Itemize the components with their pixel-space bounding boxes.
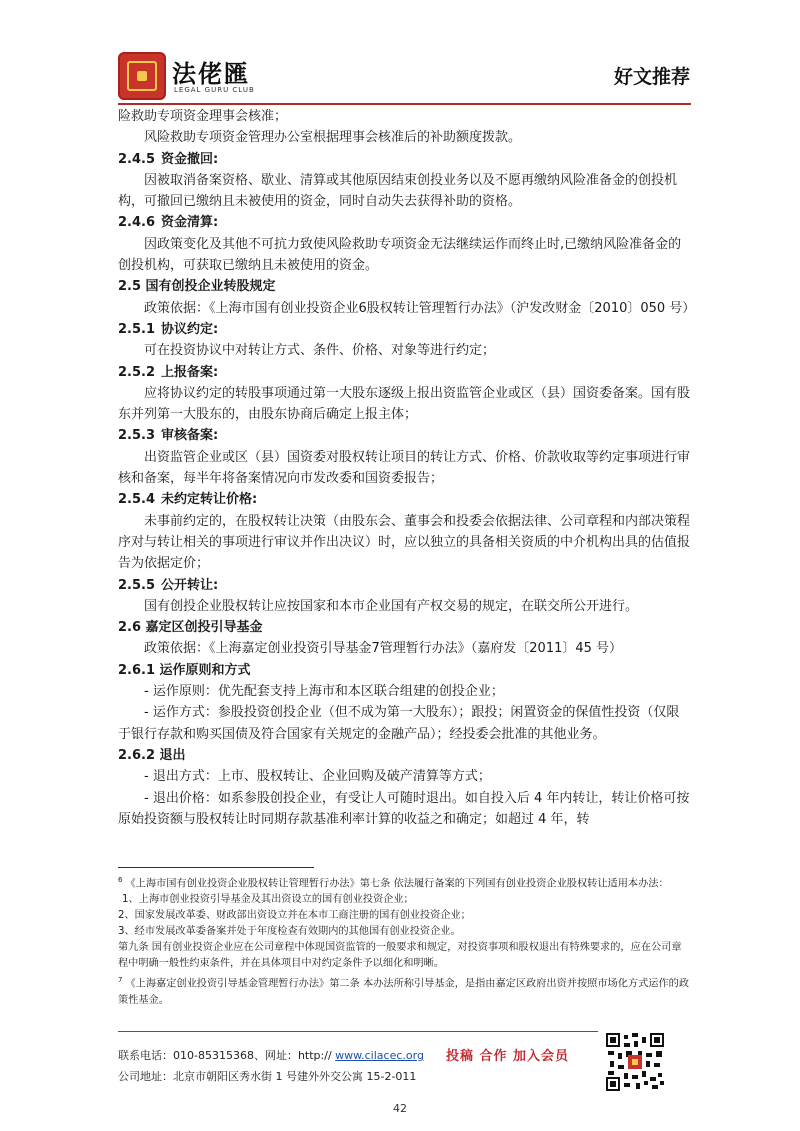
footnote-6 — [118, 872, 691, 892]
heading-number: 2.5.1 — [118, 321, 156, 337]
footnote-item: 3、经市发展改革委备案并处于年度检查有效期内的其他国有创业投资企业。 — [118, 926, 461, 938]
section-label: 好文推荐 — [613, 66, 690, 88]
heading-2-4-6 — [118, 212, 691, 233]
list-item: - 退出价格：如系参股创投企业，有受让人可随时退出。如自投入后 4 年内转让，转让价格可按原始投资额与股权转让时同期存款基准利率计算的收益之和确定；如超过 4 年，转 — [118, 790, 690, 827]
paragraph: 政策依据：《上海市国有创业投资企业6股权转让管理暂行办法》（沪发改财金〔2010〕050 号） — [144, 300, 696, 316]
list-item: - 运作方式：参股投资创投企业（但不成为第一大股东）；跟投；闲置资金的保值性投资（仅限于银行存款和购买国债及符合国家有关规定的金融产品）；经投委会批准的其他业务。 — [118, 705, 680, 742]
paragraph: 因被取消备案资格、歇业、清算或其他原因结束创投业务以及不愿再缴纳风险准备金的创投机构，可撤回已缴纳且未被使用的资金，同时自动失去获得补助的资格。 — [118, 172, 678, 210]
list-item: - 退出方式：上市、股权转让、企业回购及破产清算等方式； — [144, 769, 491, 785]
footnote-article: 第九条 国有创业投资企业应在公司章程中体现国资监管的一般要求和规定，对投资事项和股权退出有特殊要求的，应在公司章程中明确一般性约束条件，并在具体项目中对约定条件予以细化和明晰。 — [118, 942, 682, 970]
heading-2-5-3 — [118, 425, 691, 446]
logo-icon — [118, 52, 166, 100]
heading-2-5-5 — [118, 575, 691, 596]
heading-title: 资金撤回: — [161, 151, 219, 167]
logo-title: 法佬匯 — [172, 59, 250, 88]
footnote-text: 《上海嘉定创业投资引导基金管理暂行办法》第二条 本办法所称引导基金，是指由嘉定区政府出资并按照市场化方式运作的政策性基金。 — [118, 978, 690, 1006]
footer-divider — [118, 1031, 598, 1032]
heading-2-5-4 — [118, 489, 691, 510]
heading-number: 2.5.4 — [118, 492, 156, 508]
heading-title: 审核备案: — [161, 428, 219, 444]
paragraph: 风险救助专项资金管理办公室根据理事会核准后的补助额度拨款。 — [144, 130, 522, 146]
header-divider — [118, 103, 691, 105]
heading-title: 上报备案: — [161, 364, 219, 380]
document-body — [118, 106, 696, 830]
footnotes — [118, 872, 691, 1009]
heading-2-5-2 — [118, 362, 691, 383]
paragraph: 未事前约定的，在股权转让决策（由股东会、董事会和投委会依据法律、公司章程和内部决策程序对与转让相关的事项进行审议并作出决议）时，应以独立的具备相关资质的中介机构出具的估值报告为依据定价； — [118, 513, 691, 572]
heading-2-4-5 — [118, 149, 691, 170]
heading-number: 2.5.2 — [118, 364, 156, 380]
heading-number: 2.4.5 — [118, 151, 156, 167]
heading-number: 2.4.6 — [118, 215, 156, 231]
heading-2-6-1: 2.6.1 运作原则和方式 — [118, 662, 251, 678]
heading-title: 资金清算: — [161, 215, 219, 231]
heading-title: 公开转让: — [161, 577, 219, 593]
paragraph: 因政策变化及其他不可抗力致使风险救助专项资金无法继续运作而终止时,已缴纳风险准备金的创投机构，可获取已缴纳且未被使用的资金。 — [118, 236, 682, 274]
logo-seal-frame — [127, 61, 157, 91]
paragraph: 国有创投企业股权转让应按国家和本市企业国有产权交易的规定，在联交所公开进行。 — [144, 598, 639, 614]
contact-text: 联系电话：010-85315368、网址：http:// — [118, 1049, 336, 1062]
heading-number: 2.5.5 — [118, 577, 156, 593]
heading-2-5: 2.5 国有创投企业转股规定 — [118, 279, 276, 295]
footer-address: 公司地址：北京市朝阳区秀水街 1 号建外外交公寓 15-2-011 — [118, 1070, 417, 1083]
footnote-item: 1、上海市创业投资引导基金及其出资设立的国有创业投资企业； — [122, 894, 414, 906]
heading-2-6: 2.6 嘉定区创投引导基金 — [118, 620, 263, 636]
page-header — [0, 0, 800, 100]
paragraph: 险救助专项资金理事会核准； — [118, 109, 288, 124]
page-number: 42 — [393, 1102, 407, 1115]
list-item: - 运作原则：优先配套支持上海市和本区联合组建的创投企业； — [144, 684, 504, 700]
paragraph: 应将协议约定的转股事项通过第一大股东逐级上报出资监管企业或区（县）国资委备案。国有股东并列第一大股东的，由股东协商后确定上报主体； — [118, 385, 691, 423]
footnote-item: 2、国家发展改革委、财政部出资设立并在本市工商注册的国有创业投资企业； — [118, 910, 471, 922]
footnote-separator — [118, 867, 314, 868]
heading-title: 未约定转让价格: — [161, 492, 258, 508]
footnote-text: 《上海市国有创业投资企业股权转让管理暂行办法》第七条 依法履行备案的下列国有创业投资企业股权转让适用本办法： — [125, 878, 669, 890]
footer-call-to-action[interactable]: 投稿 合作 加入会员 — [446, 1049, 570, 1064]
website-link[interactable]: www.cilacec.org — [335, 1049, 424, 1062]
qr-code-icon — [606, 1033, 664, 1091]
footer-contact — [118, 1047, 424, 1063]
heading-2-6-2: 2.6.2 退出 — [118, 747, 186, 763]
heading-title: 协议约定: — [161, 321, 219, 337]
footnote-7 — [118, 972, 691, 1008]
paragraph: 出资监管企业或区（县）国资委对股权转让项目的转让方式、价格、价款收取等约定事项进行审核和备案，每半年将备案情况向市发改委和国资委报告； — [118, 449, 691, 487]
logo-seal-mark — [137, 71, 147, 81]
paragraph: 政策依据：《上海嘉定创业投资引导基金7管理暂行办法》（嘉府发〔2011〕45 号） — [144, 641, 623, 657]
paragraph: 可在投资协议中对转让方式、条件、价格、对象等进行约定； — [144, 343, 496, 359]
logo-subtitle: LEGAL GURU CLUB — [174, 86, 255, 94]
heading-number: 2.5.3 — [118, 428, 156, 444]
footnote-marker: 6 — [118, 876, 123, 884]
footnote-marker: 7 — [118, 976, 123, 985]
heading-2-5-1 — [118, 319, 691, 340]
